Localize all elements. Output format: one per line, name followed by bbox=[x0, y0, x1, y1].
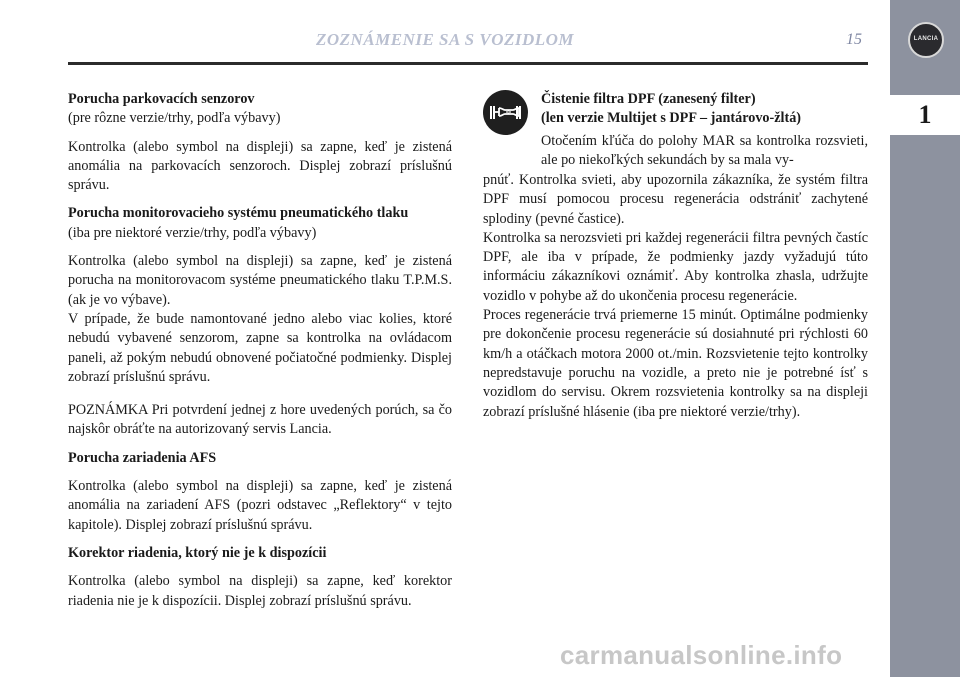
dpf-heading-line2: (len verzie Multijet s DPF – jantárovo-žltá) bbox=[541, 110, 802, 127]
dpf-heading-line1: Čistenie filtra DPF (zanesený filter) bbox=[541, 91, 756, 107]
dpf-text: Kontrolka sa nerozsvieti pri každej regenerácii filtra pevných častíc DPF, ale iba v prípade, že podmienky jazdy vyžadujú túto informáciu zákazníkovi oznámiť. Aby kontrolka zhasla, udržujte vozidlo v pohybe až do ukončenia procesu regenerácie. bbox=[483, 229, 868, 304]
dpf-intro: Otočením kľúča do polohy MAR sa kontrolka rozsvieti, ale po niekoľkých sekundách by sa mala vy- bbox=[541, 133, 868, 169]
section-heading: Porucha parkovacích senzorov bbox=[68, 91, 255, 107]
dpf-text: pnúť. Kontrolka svieti, aby upozornila zákazníka, že systém filtra DPF musí pomocou procesu regenerácia odstrániť zachytené splodiny (pevné častice). bbox=[483, 172, 868, 227]
chapter-tab: 1 bbox=[890, 95, 960, 135]
left-column bbox=[68, 90, 452, 611]
dpf-heading bbox=[541, 90, 868, 129]
section-subheading: (pre rôzne verzie/trhy, podľa výbavy) bbox=[68, 110, 281, 127]
section-text: Kontrolka (alebo symbol na displeji) sa zapne, keď je zistená anomália na parkovacích senzoroch. Displej zobrazí príslušnú správu. bbox=[68, 138, 452, 194]
header-divider bbox=[68, 62, 868, 65]
dpf-filter-icon bbox=[483, 90, 528, 135]
section-heading: Korektor riadenia, ktorý nie je k dispozícii bbox=[68, 544, 327, 561]
section-subheading: (iba pre niektoré verzie/trhy, podľa výbavy) bbox=[68, 224, 317, 241]
dpf-text: Proces regenerácie trvá priemerne 15 minút. Optimálne podmienky pre dokončenie procesu regenerácie sú dosiahnuté pri rýchlosti 60 km/h a otáčkach motora 2000 ot./min. Rozsvietenie tejto kontrolky nepredstavuje poruchu na vozidle, a preto nie je potrebné ísť s vozidlom do servisu. Okrem rozsvietenia kontrolky sa na displeji zobrazí príslušné hlásenie (iba pre niektoré verzie/trhy). bbox=[483, 307, 868, 420]
section-text: Kontrolka (alebo symbol na displeji) sa zapne, keď je zistená anomália na zariadení AFS (pozri odstavec „Reflektory“ v tejto kapitole). Displej zobrazí príslušnú správu. bbox=[68, 478, 452, 533]
page-number: 15 bbox=[846, 31, 862, 48]
section-text: V prípade, že bude namontované jedno alebo viac kolies, ktoré nebudú vybavené senzorom, zapne sa kontrolka na ovládacom paneli, až pokým nebudú obnovené počiatočné podmienky. Displej zobrazí príslušnú správu. bbox=[68, 310, 452, 385]
section-heading: Porucha zariadenia AFS bbox=[68, 449, 217, 466]
section-text: Kontrolka (alebo symbol na displeji) sa zapne, keď korektor riadenia nie je k dispozícii. Displej zobrazí príslušnú správu. bbox=[68, 573, 452, 609]
watermark: carmanualsonline.info bbox=[560, 640, 843, 670]
section-heading: Porucha monitorovacieho systému pneumatického tlaku bbox=[68, 205, 409, 222]
note-text: POZNÁMKA Pri potvrdení jednej z hore uvedených porúch, sa čo najskôr obráťte na autorizovaný servis Lancia. bbox=[68, 402, 452, 438]
logo-text: LANCIA bbox=[913, 36, 939, 42]
section-text: Kontrolka (alebo symbol na displeji) sa zapne, keď je zistená porucha na monitorovacom systéme pneumatického tlaku T.P.M.S. (ak je vo výbave). bbox=[68, 253, 452, 308]
lancia-logo-icon bbox=[908, 22, 944, 58]
page-header-title: ZOZNÁMENIE SA S VOZIDLOM bbox=[315, 30, 575, 49]
dpf-body bbox=[483, 171, 868, 422]
